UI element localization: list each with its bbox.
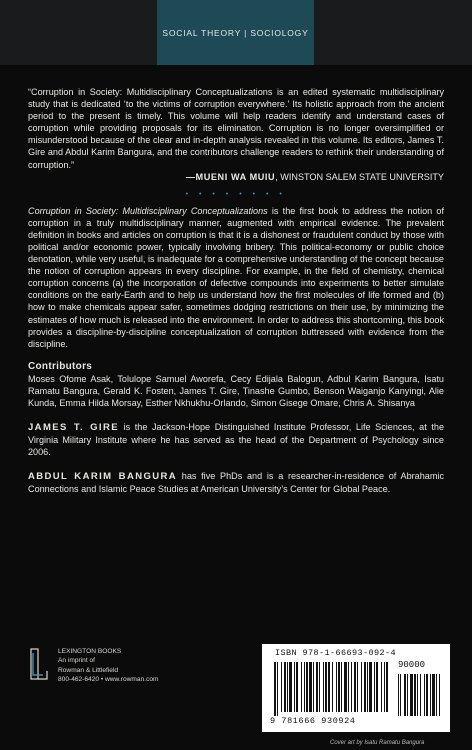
- section-divider: • • • • • • • •: [185, 190, 287, 198]
- book-description: [28, 205, 444, 350]
- editor-bio-text: has five PhDs and is a researcher-in-residence of Abrahamic Connections and Islamic Peace Studies at American University’s Center for Global Peace.: [28, 471, 445, 495]
- attribution-affiliation: , WINSTON SALEM STATE UNIVERSITY: [275, 171, 444, 182]
- price-code: 90000: [398, 660, 426, 670]
- barcode-number: 9 781666 930924: [270, 716, 356, 726]
- contributors-list: Moses Ofome Asak, Tolulope Samuel Aworefa, Cecy Edijala Balogun, Adbul Karim Bangura, Isatu Ramatu Bangura, Gerald K. Fosten, James T. Gire, Tinashe Gumbo, Benson Waiganjo Kanyingi, Alie Kunda, Emma Hilda Morsay, Esther Nkhukhu-Orlando, Simon Gisege Omare, Chris A. Shisanya: [28, 373, 444, 408]
- book-title: Corruption in Society: Multidisciplinary Conceptualizations: [28, 205, 268, 216]
- publisher-block: [30, 647, 159, 684]
- publisher-contact: 800-462-6420 • www.rowman.com: [58, 675, 159, 683]
- description-text: is the first book to address the notion of corruption in a truly multidisciplinary manner, augmented with empirical evidence. The prevalent definition in books and articles on corruption is that it is a dishonest or fraudulent conduct by those with political and/or economic power, typically involving bribery. This political-economy or public choice denotation, while very useful, is inadequate for a comprehensive understanding of the concept because the notion of corruption appears in every discipline. For example, in the field of chemistry, chemical corruption concerns (a) the incorporation of defective compounds into experiments to better simulate conditions on the early-Earth and to help us understand how the first molecules of life formed and (b) how to make chemicals appear safer, sometimes dodging restrictions on their use, by minimizing the estimates of how much is released into the environment. In order to address this shortcoming, this book provides a discipline-by-discipline conceptualization of corruption buttressed with evidence from the discipline.: [28, 205, 444, 349]
- quote-text: “Corruption in Society: Multidisciplinary Conceptualizations is an edited systematic multidisciplinary study that is dedicated ‘to the victims of corruption everywhere.’ Its holistic approach from the ancient period to the present is timely. This volume will help readers identify and understand cases of corruption while providing proposals for its elimination. Corruption is no longer oversimplified or misunderstood because of the clear and in-depth analysis revealed in this volume. Its editors, James T. Gire and Abdul Karim Bangura, and the contributors challenge readers to rethink their understanding of corruption.”: [28, 87, 444, 170]
- quote-attribution: [28, 172, 444, 182]
- contributors-heading: Contributors: [28, 360, 93, 372]
- editor-name: JAMES T. GIRE: [28, 422, 119, 434]
- endorsement-quote: [28, 86, 444, 171]
- editor-bio-text: is the Jackson-Hope Distinguished Institute Professor, Life Sciences, at the Virginia Military Institute where he has served as the head of the Department of Psychology since 2006.: [28, 422, 445, 458]
- isbn-text: ISBN 978-1-66693-092-4: [275, 648, 397, 658]
- publisher-line: An imprint of: [58, 657, 96, 665]
- cover-art-credit: Cover art by Isatu Ramatu Bangura: [330, 740, 425, 746]
- publisher-logo-icon: [30, 647, 48, 683]
- barcode-box: [262, 644, 450, 732]
- editor-bio-gire: [28, 421, 444, 458]
- barcode-graphic: [270, 660, 448, 718]
- back-cover-content: [28, 86, 444, 496]
- editor-bio-bangura: [28, 470, 444, 495]
- publisher-name: LEXINGTON BOOKS: [58, 648, 122, 655]
- category-label: SOCIAL THEORY | SOCIOLOGY: [157, 0, 314, 65]
- editor-name: ABDUL KARIM BANGURA: [28, 471, 178, 483]
- attribution-name: —MUENI WA MUIU: [185, 171, 276, 182]
- footer: [0, 635, 472, 750]
- publisher-line: Rowman & Littlefield: [58, 666, 119, 674]
- top-band: [0, 0, 472, 65]
